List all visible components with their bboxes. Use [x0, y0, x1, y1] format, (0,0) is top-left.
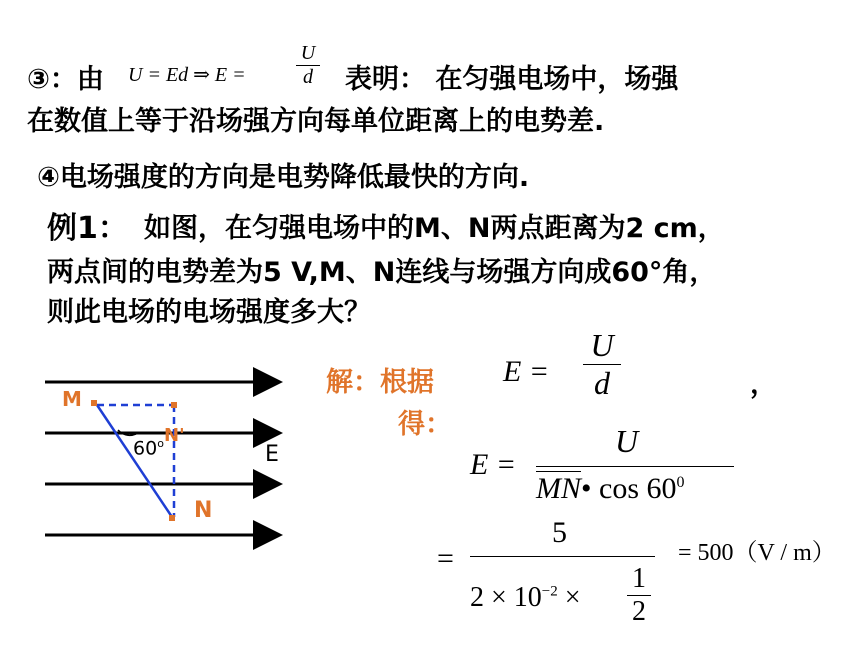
formula-denominator: d: [296, 65, 320, 89]
eq1-comma: ，: [750, 369, 777, 400]
eq1-lhs: E =: [503, 355, 550, 388]
angle-value: 60: [133, 437, 158, 460]
point-n-dot: [169, 515, 175, 521]
eq3-result: = 500（V / m）: [678, 540, 836, 566]
eq3-half-num: 1: [632, 563, 646, 594]
point-m-label: M: [62, 387, 82, 411]
eq3-den-b: ×: [564, 582, 581, 613]
eq2-denominator: [536, 472, 685, 506]
point-m-dot: [91, 400, 97, 406]
point3-marker: ③：由: [27, 64, 104, 95]
eq3-half-box: [627, 563, 651, 628]
point-n-prime-label: N': [164, 425, 185, 446]
eq3-den-a: 2 × 10: [470, 582, 542, 613]
eq3-half-den: 2: [627, 595, 651, 628]
eq3-denominator: [470, 582, 581, 614]
eq3-half: [627, 563, 651, 628]
eq1-fraction-box: [583, 327, 621, 402]
eq1-numerator: U: [590, 327, 614, 363]
point-n-label: N: [194, 498, 213, 523]
point4-text: ④电场强度的方向是电势降低最快的方向.: [37, 162, 530, 193]
eq2-mn: MN: [536, 472, 581, 505]
point3-text-b: 在数值上等于沿场强方向每单位距离上的电势差.: [27, 106, 605, 137]
eq3-numerator: 5: [552, 516, 567, 549]
eq2-lhs: E =: [470, 448, 517, 481]
eq1-denominator: d: [583, 364, 621, 402]
eq3-equals: =: [437, 542, 454, 575]
eq2-fraction-bar: [536, 466, 734, 467]
eq3-den-exp: −2: [541, 583, 558, 600]
example-line3: 则此电场的电场强度多大？: [47, 297, 371, 328]
field-label: E: [265, 442, 279, 467]
mn-segment: [97, 405, 172, 517]
point-n-prime-dot: [171, 402, 177, 408]
eq1-fraction: [583, 327, 621, 402]
eq3-fraction-bar: [470, 556, 655, 557]
example-line2: 两点间的电势差为5 V,M、N连线与场强方向成60°角，: [47, 257, 717, 288]
eq2-numerator: U: [615, 423, 639, 459]
solution-label: 解：根据: [326, 367, 434, 398]
formula-lhs-text: U = Ed ⇒ E =: [128, 64, 246, 86]
example-line1: 如图，在匀强电场中的M、N两点距离为2 cm，: [144, 213, 725, 244]
example-label: 例1：: [47, 211, 128, 246]
formula-fraction-box: [296, 42, 320, 89]
eq2-exp: 0: [676, 474, 685, 491]
angle-label: 60$^o$: [133, 437, 164, 460]
eq2-cos: • cos 60: [581, 472, 677, 505]
formula-fraction: [296, 42, 320, 89]
solution-label-2: 得：: [398, 409, 452, 440]
formula-numerator: U: [300, 42, 316, 64]
formula-lhs: [128, 62, 246, 87]
point3-text-a: 表明： 在匀强电场中，场强: [345, 64, 679, 95]
